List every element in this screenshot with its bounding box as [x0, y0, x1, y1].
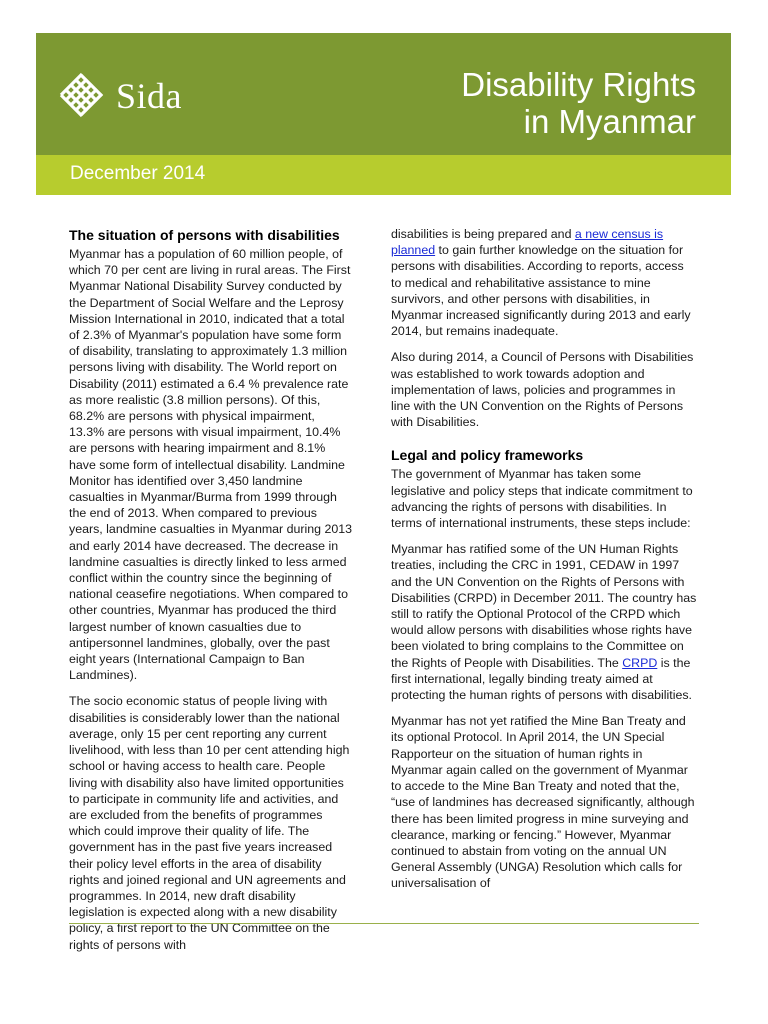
sida-emblem-icon	[58, 71, 108, 119]
page-title	[461, 66, 696, 140]
section-heading-situation: The situation of persons with disabilities	[69, 227, 340, 243]
left-column	[69, 226, 353, 963]
paragraph: The socio economic status of people living with disabilities is considerably lower than the national average, only 15 per cent reporting any current livelihood, with less than 10 per cent attending high school or having access to health care. People living with disability also have limited opportunities to participate in community life and activities, and are excluded from the benefits of programmes which could improve their quality of life. The government has in the past five years increased their policy level efforts in the area of disability rights and joined regional and UN agreements and programmes. In 2014, new draft disability legislation is expected along with a new disability policy, a first report to the UN Committee on the rights of persons with	[69, 694, 350, 952]
right-column	[391, 226, 697, 902]
paragraph: The government of Myanmar has taken some legislative and policy steps that indicate commitment to advancing the rights of persons with disabilities. In terms of international instruments, these steps include:	[391, 467, 693, 531]
paragraph: Myanmar has not yet ratified the Mine Ban Treaty and its optional Protocol. In April 2014, the UN Special Rapporteur on the situation of human rights in Myanmar again called on the government of Myanmar to accede to the Mine Ban Treaty and noted that the, “use of landmines has decreased significantly, although there has been limited progress in mine surveying and clearance, marking or fencing.” However, Myanmar continued to abstain from voting on the annual UN General Assembly (UNGA) Resolution which calls for universalisation of	[391, 714, 695, 891]
paragraph-text: disabilities is being prepared and	[391, 227, 575, 241]
title-line-1: Disability Rights	[461, 66, 696, 103]
date-band	[36, 155, 731, 195]
paragraph	[391, 541, 697, 703]
sida-logo[interactable]	[58, 71, 198, 119]
paragraph: Myanmar has a population of 60 million people, of which 70 per cent are living in rural areas. The First Myanmar National Disability Survey conducted by the Department of Social Welfare and the Leprosy Mission International in 2010, indicated that a total of 2.3% of Myanmar's population have some form of disability, translating to approximately 1.3 million persons living with disability. The World report on Disability (2011) estimated a 6.4 % prevalence rate as more realistic (3.8 million persons). Of this, 68.2% are persons with physical impairment, 13.3% are persons with visual impairment, 10.4% are persons with hearing impairment and 8.1% have some form of intellectual disability. Landmine Monitor has identified over 3,450 landmine casualties in Myanmar/Burma from 1999 through the end of 2013. When compared to previous years, landmine casualties in Myanmar during 2013 and early 2014 have decreased. The decrease in landmine casualties is directly linked to less armed conflict within the country since the beginning of national ceasefire negotiations. When compared to other countries, Myanmar has produced the third largest number of known casualties due to antipersonnel landmines, globally, over the past eight years (International Campaign to Ban Landmines).	[69, 247, 353, 683]
crpd-link[interactable]: CRPD	[622, 655, 658, 670]
title-line-2: in Myanmar	[523, 103, 696, 140]
paragraph: Also during 2014, a Council of Persons with Disabilities was established to work towards adoption and implementation of laws, policies and programmes in line with the UN Convention on the Rights of Persons with Disabilities.	[391, 350, 694, 430]
header-banner	[36, 33, 731, 155]
publication-date: December 2014	[70, 163, 206, 184]
paragraph-text: is the first international, legally binding treaty aimed at protecting the human rights of persons with disabilities.	[391, 655, 692, 703]
paragraph	[391, 226, 697, 339]
census-link[interactable]: a new census is planned	[391, 227, 664, 258]
logo-wordmark: Sida	[116, 76, 183, 116]
paragraph-text: to gain further knowledge on the situation for persons with disabilities. According to reports, access to medical and rehabilitative assistance to mine survivors, and other persons with disabilities, in Myanmar increased significantly during 2013 and early 2014, but remains inadequate.	[391, 243, 691, 339]
footer-divider	[69, 923, 699, 924]
section-heading-legal: Legal and policy frameworks	[391, 447, 584, 464]
paragraph-text: Myanmar has ratified some of the UN Human Rights treaties, including the CRC in 1991, CEDAW in 1997 and the UN Convention on the Rights of Persons with Disabilities (CRPD) in December 2011. The country has still to ratify the Optional Protocol of the CRPD which would allow persons with disabilities whose rights have been violated to bring complains to the Committee on the Rights of People with Disabilities. The	[391, 542, 697, 670]
